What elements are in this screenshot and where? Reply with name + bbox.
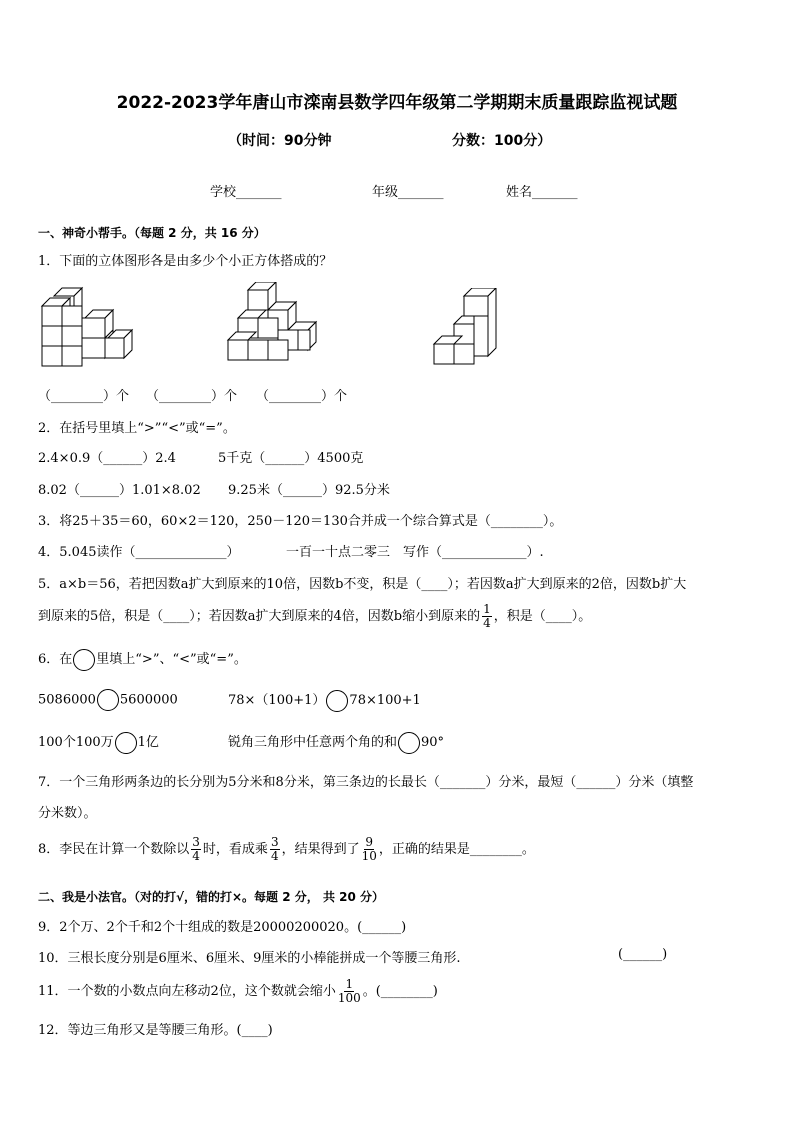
- q8-fraction-2: [270, 836, 280, 863]
- q5-frac-num: 1: [483, 602, 491, 616]
- q11-fraction: [338, 978, 361, 1005]
- q5-line-2[interactable]: [38, 603, 591, 630]
- q6-text: [38, 648, 247, 671]
- frac-den: 10: [361, 849, 377, 863]
- school-field[interactable]: 学校_______: [210, 185, 282, 200]
- q2-text: 2．在括号里填上“>”“<”或“=”。: [38, 421, 236, 436]
- cube-figure-1: [40, 286, 135, 370]
- frac-num: 9: [365, 835, 374, 849]
- q8-fraction-1: [191, 836, 201, 863]
- q8-text-d: ，正确的结果是________。: [378, 842, 535, 857]
- q6-left-3: 100个100万: [38, 735, 114, 750]
- q5-text-b: ，积是（____）。: [493, 609, 592, 624]
- q12-text[interactable]: 12．等边三角形又是等腰三角形。(____): [38, 1023, 273, 1038]
- q5-frac-den: 4: [483, 616, 491, 630]
- cube-figure-2: [226, 282, 338, 368]
- name-field[interactable]: 姓名_______: [506, 185, 578, 200]
- q6-right-1: 5600000: [119, 692, 178, 708]
- q2-item-3[interactable]: 8.02（______）1.01×8.02: [38, 483, 201, 498]
- q6-right-2: 78×100+1: [349, 693, 421, 708]
- compare-circle[interactable]: [115, 732, 137, 754]
- q6-left-4: 锐角三角形中任意两个角的和: [228, 735, 398, 750]
- q6-text-a: 6．在: [38, 652, 73, 667]
- q7-line-2: 分米数）。: [38, 806, 97, 821]
- q6-item-4[interactable]: [228, 731, 444, 754]
- q1-blank-2[interactable]: （________）个: [146, 389, 238, 404]
- q8-text[interactable]: [38, 836, 535, 863]
- q11-text[interactable]: [38, 978, 438, 1005]
- q11-text-b: 。(________): [362, 984, 438, 999]
- q2-item-1[interactable]: 2.4×0.9（______）2.4: [38, 451, 176, 466]
- grade-field[interactable]: 年级_______: [372, 185, 444, 200]
- q6-right-3: 1亿: [137, 735, 159, 750]
- q9-text[interactable]: 9．2个万、2个千和2个十组成的数是20000200020。(______): [38, 920, 407, 935]
- q11-text-a: 11．一个数的小数点向左移动2位，这个数就会缩小: [38, 984, 336, 999]
- compare-circle[interactable]: [326, 690, 348, 712]
- frac-den: 4: [270, 849, 279, 863]
- q3-text[interactable]: 3．将25＋35＝60，60×2＝120，250－120＝130合并成一个综合算式是（________）。: [38, 514, 563, 529]
- q8-text-c: ，结果得到了: [281, 842, 360, 857]
- q10-text: 10．三根长度分别是6厘米、6厘米、9厘米的小棒能拼成一个等腰三角形.: [38, 951, 461, 966]
- exam-time: （时间：90分钟: [228, 133, 332, 149]
- q6-left-2: 78×（100+1）: [228, 693, 326, 708]
- q2-item-2[interactable]: 5千克（______）4500克: [218, 451, 364, 466]
- q6-item-1[interactable]: [38, 689, 178, 711]
- q6-text-b: 里填上“>”、“<”或“=”。: [96, 652, 247, 667]
- q6-item-3[interactable]: [38, 731, 159, 754]
- q5-line-1[interactable]: 5．a×b＝56，若把因数a扩大到原来的10倍，因数b不变，积是（____）；若因数a扩大到原来的2倍，因数b扩大: [38, 577, 687, 592]
- frac-den: 4: [192, 849, 200, 863]
- compare-circle[interactable]: [398, 732, 420, 754]
- q4-part-a[interactable]: 4．5.045读作（______________）: [38, 545, 240, 560]
- q4-part-b[interactable]: 一百一十点二零三 写作（_____________）.: [286, 545, 544, 560]
- compare-circle: [73, 649, 95, 671]
- section1-heading: 一、神奇小帮手。（每题 2 分，共 16 分）: [38, 226, 266, 240]
- q8-text-b: 时，看成乘: [202, 842, 268, 857]
- frac-num: 3: [192, 835, 200, 849]
- frac-num: 3: [270, 835, 279, 849]
- compare-circle[interactable]: [97, 689, 119, 711]
- q1-blank-3[interactable]: （________）个: [256, 389, 348, 404]
- cube-figure-3: [432, 288, 502, 370]
- q2-item-4[interactable]: 9.25米（______）92.5分米: [228, 483, 390, 498]
- page-title: 2022-2023学年唐山市滦南县数学四年级第二学期期末质量跟踪监视试题: [116, 93, 678, 113]
- section2-heading: 二、我是小法官。（对的打√，错的打×。每题 2 分， 共 20 分）: [38, 890, 384, 904]
- frac-den: 100: [337, 991, 361, 1005]
- q6-item-2[interactable]: [228, 689, 421, 712]
- frac-num: 1: [345, 977, 354, 991]
- q10-answer[interactable]: (______): [618, 947, 668, 962]
- q6-left-1: 5086000: [38, 692, 96, 708]
- q1-blank-1[interactable]: （________）个: [38, 389, 130, 404]
- q8-fraction-3: [362, 836, 377, 863]
- q5-text-a: 到原来的5倍，积是（____）；若因数a扩大到原来的4倍，因数b缩小到原来的: [38, 609, 481, 624]
- q6-right-4: 90°: [421, 735, 445, 750]
- q5-fraction: [482, 603, 492, 630]
- exam-score: 分数：100分）: [452, 133, 552, 149]
- q8-text-a: 8．李民在计算一个数除以: [38, 842, 190, 857]
- q1-text: 1．下面的立体图形各是由多少个小正方体搭成的？: [38, 254, 333, 269]
- q7-line-1[interactable]: 7．一个三角形两条边的长分别为5分米和8分米，第三条边的长最长（_______）分米，最短（______）分米（填整: [38, 775, 694, 790]
